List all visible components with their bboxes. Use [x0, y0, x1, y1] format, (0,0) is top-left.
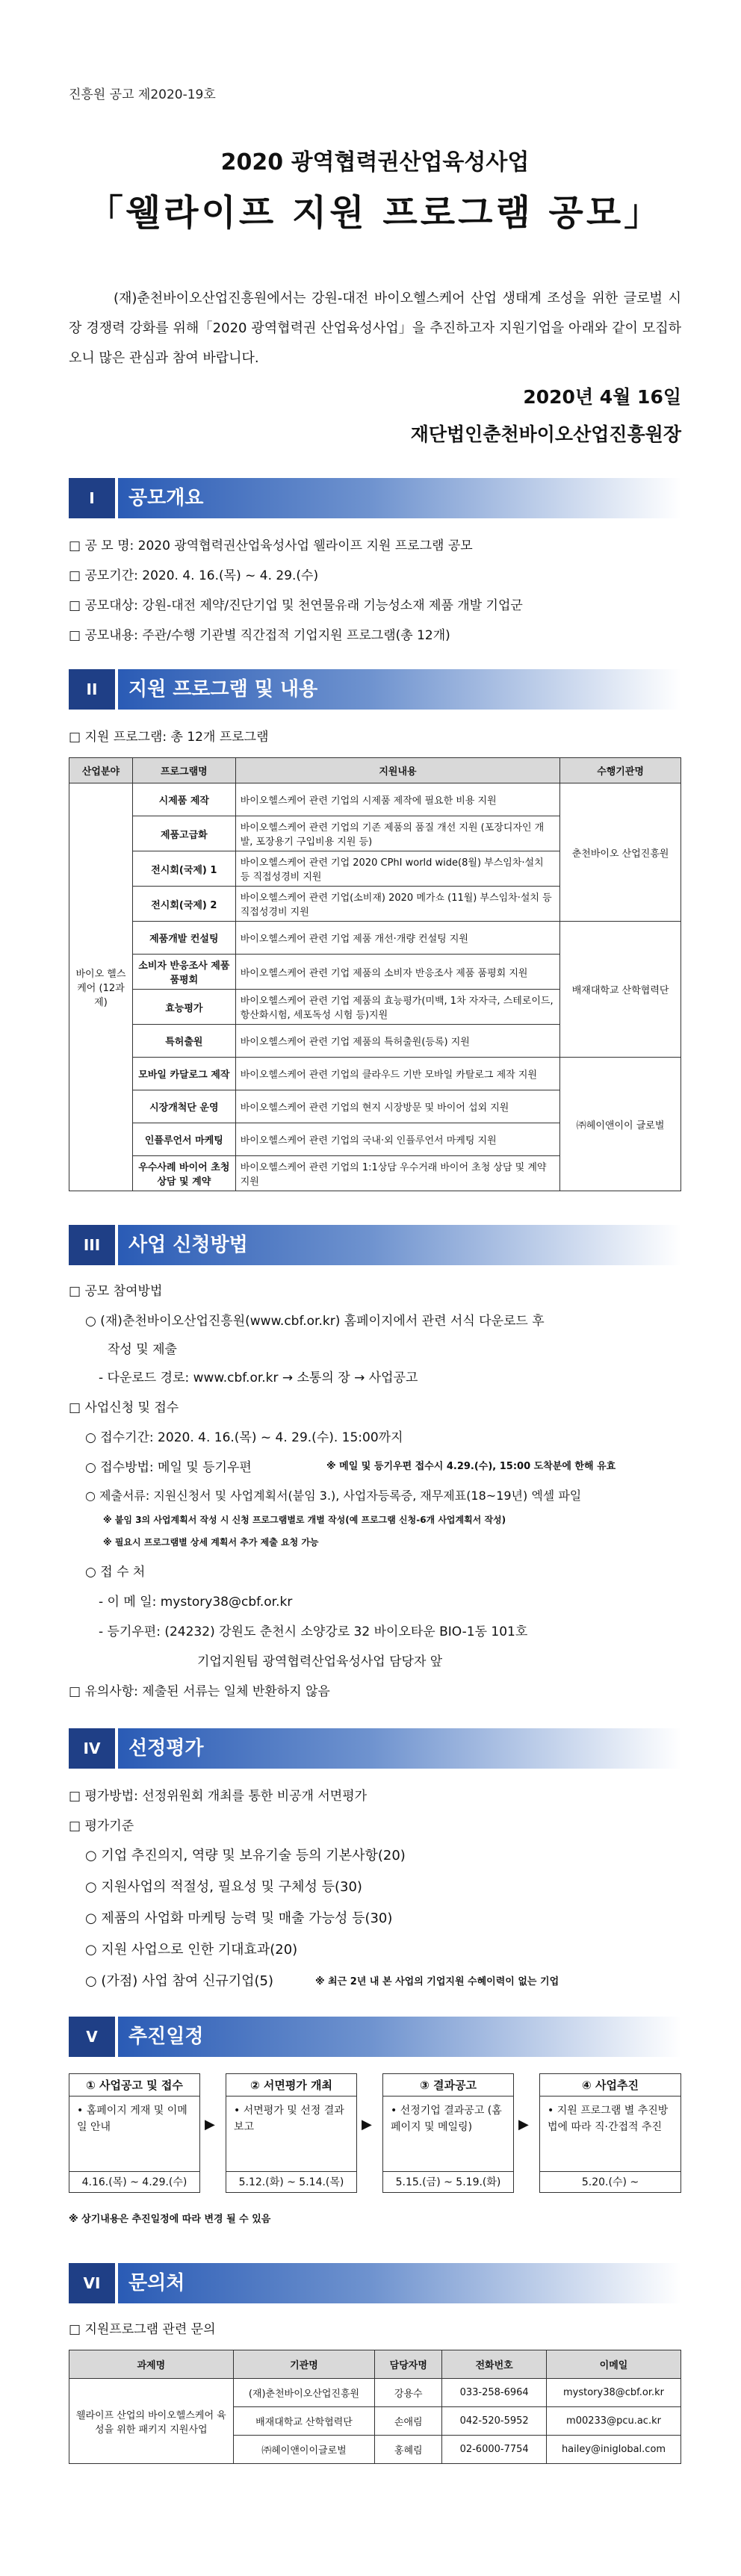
- contact-email[interactable]: mystory38@cbf.or.kr: [547, 2379, 681, 2407]
- schedule-step: [382, 2073, 514, 2193]
- notice-number: 진흥원 공고 제2020-19호: [69, 87, 216, 102]
- contact-org: 배재대학교 산학협력단: [233, 2407, 375, 2436]
- program-desc: 바이오헬스케어 관련 기업(소비재) 2020 메가쇼 (11월) 부스임차·설치 등 직접성경비 지원: [235, 887, 559, 922]
- section-title: 문의처: [118, 2263, 681, 2303]
- s3-line: - 이 메 일: mystory38@cbf.or.kr: [99, 1595, 293, 1610]
- s3-line: □ 공모 참여방법: [69, 1284, 163, 1299]
- arrow-right-icon: ▶: [205, 2117, 215, 2132]
- title-main: 「웰라이프 지원 프로그램 공모」: [87, 192, 663, 234]
- program-desc: 바이오헬스케어 관련 기업 제품의 소비자 반응조사 제품 품평회 지원: [235, 955, 559, 990]
- s3-line: - 다운로드 경로: www.cbf.or.kr → 소통의 장 → 사업공고: [99, 1371, 418, 1385]
- s4-line: ○ 지원 사업으로 인한 기대효과(20): [85, 1942, 298, 1958]
- program-desc: 바이오헬스케어 관련 기업 제품의 효능평가(미백, 1차 자자극, 스테로이드, 항산화시험, 세포독성 시험 등)지원: [235, 990, 559, 1025]
- contact-email[interactable]: hailey@iniglobal.com: [547, 2436, 681, 2464]
- contact-person: 강용수: [375, 2379, 442, 2407]
- program-desc: 바이오헬스케어 관련 기업의 현지 시장방문 및 바이어 섭외 지원: [235, 1090, 559, 1123]
- th-org: 수행기관명: [560, 758, 681, 783]
- step-body: • 선정기업 결과공고 (홈페이지 및 메일링): [391, 2105, 502, 2133]
- step-body: • 서면평가 및 선정 결과보고: [234, 2105, 344, 2133]
- s4-line: ○ 제품의 사업화 마케팅 능력 및 매출 가능성 등(30): [85, 1911, 393, 1926]
- step-date: 5.20.(수) ~: [540, 2171, 680, 2192]
- step-head: ② 서면평가 개최: [226, 2074, 356, 2097]
- title-sup: 2020 광역협력권산업육성사업: [220, 149, 530, 176]
- section-1-header: [69, 478, 681, 518]
- contact-org: (재)춘천바이오산업진흥원: [233, 2379, 375, 2407]
- section-number: IV: [69, 1728, 115, 1769]
- section-3-header: [69, 1225, 681, 1265]
- contact-phone: 02-6000-7754: [442, 2436, 547, 2464]
- section-5-header: [69, 2017, 681, 2057]
- section-4-header: [69, 1728, 681, 1769]
- program-name: 모바일 카달로그 제작: [132, 1058, 235, 1090]
- s3-line: □ 사업신청 및 접수: [69, 1400, 179, 1415]
- s4-line: □ 평가방법: 선정위원회 개최를 통한 비공개 서면평가: [69, 1789, 368, 1804]
- program-desc: 바이오헬스케어 관련 기업 제품의 특허출원(등록) 지원: [235, 1025, 559, 1058]
- s3-note: ※ 메일 및 등기우편 접수시 4.29.(수), 15:00 도착분에 한해 유효: [326, 1461, 616, 1472]
- section-number: II: [69, 669, 115, 710]
- s3-note: ※ 붙임 3의 사업계획서 작성 시 신청 프로그램별로 개별 작성(예 프로그램 신청-6개 사업계획서 작성): [103, 1515, 506, 1525]
- contact-table: [69, 2350, 681, 2464]
- program-name: 제품개발 컨설팅: [132, 922, 235, 955]
- section-number: VI: [69, 2263, 115, 2303]
- program-desc: 바이오헬스케어 관련 기업의 기존 제품의 품질 개선 지원 (포장디자인 개발, 포장용기 구입비용 지원 등): [235, 816, 559, 851]
- s3-line: ○ 접수방법: 메일 및 등기우편: [85, 1460, 252, 1475]
- program-name: 전시회(국제) 1: [132, 851, 235, 887]
- contact-phone: 042-520-5952: [442, 2407, 547, 2436]
- s3-line: 작성 및 제출: [108, 1342, 177, 1357]
- s4-note: ※ 최근 2년 내 본 사업의 기업지원 수혜이력이 없는 기업: [315, 1976, 559, 1987]
- s6-summary: □ 지원프로그램 관련 문의: [69, 2322, 216, 2337]
- s3-line: - 등기우편: (24232) 강원도 춘천시 소양강로 32 바이오타운 BIO-1동 101호: [99, 1624, 528, 1639]
- step-date: 5.12.(화) ~ 5.14.(목): [226, 2171, 356, 2192]
- s3-line: ○ 제출서류: 지원신청서 및 사업계획서(붙임 3.), 사업자등록증, 재무제표(18~19년) 엑셀 파일: [85, 1489, 582, 1503]
- org-cell: 배재대학교 산학협력단: [560, 922, 681, 1058]
- th-email: 이메일: [547, 2350, 681, 2379]
- step-date: 4.16.(목) ~ 4.29.(수): [69, 2171, 199, 2192]
- step-head: ③ 결과공고: [383, 2074, 513, 2097]
- s3-line: ○ 접수기간: 2020. 4. 16.(목) ~ 4. 29.(수). 15:00까지: [85, 1430, 403, 1445]
- announce-org: 재단법인춘천바이오산업진흥원장: [410, 423, 681, 445]
- s1-item: □ 공모내용: 주관/수행 기관별 직간접적 기업지원 프로그램(총 12개): [69, 628, 450, 643]
- s3-line: ○ 접 수 처: [85, 1565, 146, 1580]
- program-name: 특허출원: [132, 1025, 235, 1058]
- s1-item: □ 공모대상: 강원-대전 제약/진단기업 및 천연물유래 기능성소재 제품 개발 기업군: [69, 598, 523, 613]
- program-name: 효능평가: [132, 990, 235, 1025]
- th-content: 지원내용: [235, 758, 559, 783]
- program-desc: 바이오헬스케어 관련 기업의 국내·외 인플루언서 마케팅 지원: [235, 1123, 559, 1156]
- org-cell: ㈜헤이앤이이 글로벌: [560, 1058, 681, 1191]
- program-name: 소비자 반응조사 제품 품평회: [132, 955, 235, 990]
- org-cell: 춘천바이오 산업진흥원: [560, 783, 681, 922]
- program-desc: 바이오헬스케어 관련 기업의 클라우드 기반 모바일 카탈로그 제작 지원: [235, 1058, 559, 1090]
- th-person: 담당자명: [375, 2350, 442, 2379]
- section-title: 선정평가: [118, 1728, 681, 1769]
- schedule-step: [226, 2073, 357, 2193]
- s3-line: □ 유의사항: 제출된 서류는 일체 반환하지 않음: [69, 1684, 330, 1699]
- s3-line: ○ (재)춘천바이오산업진흥원(www.cbf.or.kr) 홈페이지에서 관련 서식 다운로드 후: [85, 1314, 545, 1329]
- program-name: 전시회(국제) 2: [132, 887, 235, 922]
- step-body: • 지원 프로그램 별 추진방법에 따라 직·간접적 추진: [548, 2105, 669, 2133]
- schedule-step: [539, 2073, 681, 2193]
- th-program: 프로그램명: [132, 758, 235, 783]
- contact-org: ㈜헤이앤이이글로벌: [233, 2436, 375, 2464]
- s4-line: ○ 기업 추진의지, 역량 및 보유기술 등의 기본사항(20): [85, 1848, 406, 1863]
- s5-note: ※ 상기내용은 추진일정에 따라 변경 될 수 있음: [69, 2214, 271, 2225]
- schedule-step: [69, 2073, 200, 2193]
- s4-line: ○ (가점) 사업 참여 신규기업(5): [85, 1973, 274, 1989]
- section-title: 지원 프로그램 및 내용: [118, 669, 681, 710]
- section-number: I: [69, 478, 115, 518]
- s1-item: □ 공 모 명: 2020 광역협력권산업육성사업 웰라이프 지원 프로그램 공모: [69, 539, 473, 553]
- program-desc: 바이오헬스케어 관련 기업 제품 개선·개량 컨설팅 지원: [235, 922, 559, 955]
- step-date: 5.15.(금) ~ 5.19.(화): [383, 2171, 513, 2192]
- contact-person: 홍혜림: [375, 2436, 442, 2464]
- s2-summary: □ 지원 프로그램: 총 12개 프로그램: [69, 730, 269, 745]
- program-desc: 바이오헬스케어 관련 기업 2020 CPhI world wide(8월) 부스임차·설치 등 직접성경비 지원: [235, 851, 559, 887]
- s4-line: □ 평가기준: [69, 1819, 134, 1834]
- section-number: V: [69, 2017, 115, 2057]
- contact-person: 손애림: [375, 2407, 442, 2436]
- s1-item: □ 공모기간: 2020. 4. 16.(목) ~ 4. 29.(수): [69, 568, 319, 583]
- section-number: III: [69, 1225, 115, 1265]
- announce-date: 2020년 4월 16일: [523, 386, 681, 408]
- th-task: 과제명: [69, 2350, 234, 2379]
- program-desc: 바이오헬스케어 관련 기업의 시제품 제작에 필요한 비용 지원: [235, 783, 559, 816]
- program-name: 시장개척단 운영: [132, 1090, 235, 1123]
- step-body: • 홈페이지 게재 및 이메일 안내: [77, 2105, 187, 2133]
- th-phone: 전화번호: [442, 2350, 547, 2379]
- section-title: 공모개요: [118, 478, 681, 518]
- program-name: 제품고급화: [132, 816, 235, 851]
- program-desc: 바이오헬스케어 관련 기업의 1:1상담 우수거래 바이어 초청 상담 및 계약지원: [235, 1156, 559, 1191]
- program-name: 인플루언서 마케팅: [132, 1123, 235, 1156]
- th-org: 기관명: [233, 2350, 375, 2379]
- section-title: 추진일정: [118, 2017, 681, 2057]
- step-head: ④ 사업추진: [540, 2074, 680, 2097]
- s3-note: ※ 필요시 프로그램별 상세 계획서 추가 제출 요청 가능: [103, 1537, 319, 1548]
- program-table: [69, 757, 681, 1191]
- s3-line: 기업지원팀 광역협력산업육성사업 담당자 앞: [197, 1654, 443, 1669]
- th-field: 산업분야: [69, 758, 133, 783]
- program-name: 시제품 제작: [132, 783, 235, 816]
- contact-phone: 033-258-6964: [442, 2379, 547, 2407]
- program-name: 우수사례 바이어 초청 상담 및 계약: [132, 1156, 235, 1191]
- task-cell: 웰라이프 산업의 바이오헬스케어 육성을 위한 패키지 지원사업: [69, 2379, 234, 2464]
- arrow-right-icon: ▶: [362, 2117, 372, 2132]
- intro-text: (재)춘천바이오산업진흥원에서는 강원-대전 바이오헬스케어 산업 생태계 조성을 위한 글로벌 시장 경쟁력 강화를 위해「2020 광역협력권 산업육성사업」을 추진하고자 지원기업을 아래와 같이 모집하오니 많은 관심과 참여 바랍니다.: [69, 291, 681, 366]
- field-cell: 바이오 헬스케어 (12과제): [69, 783, 133, 1191]
- s4-line: ○ 지원사업의 적절성, 필요성 및 구체성 등(30): [85, 1879, 362, 1895]
- section-2-header: [69, 669, 681, 710]
- section-6-header: [69, 2263, 681, 2303]
- section-title: 사업 신청방법: [118, 1225, 681, 1265]
- arrow-right-icon: ▶: [518, 2117, 529, 2132]
- contact-email[interactable]: m00233@pcu.ac.kr: [547, 2407, 681, 2436]
- step-head: ① 사업공고 및 접수: [69, 2074, 199, 2097]
